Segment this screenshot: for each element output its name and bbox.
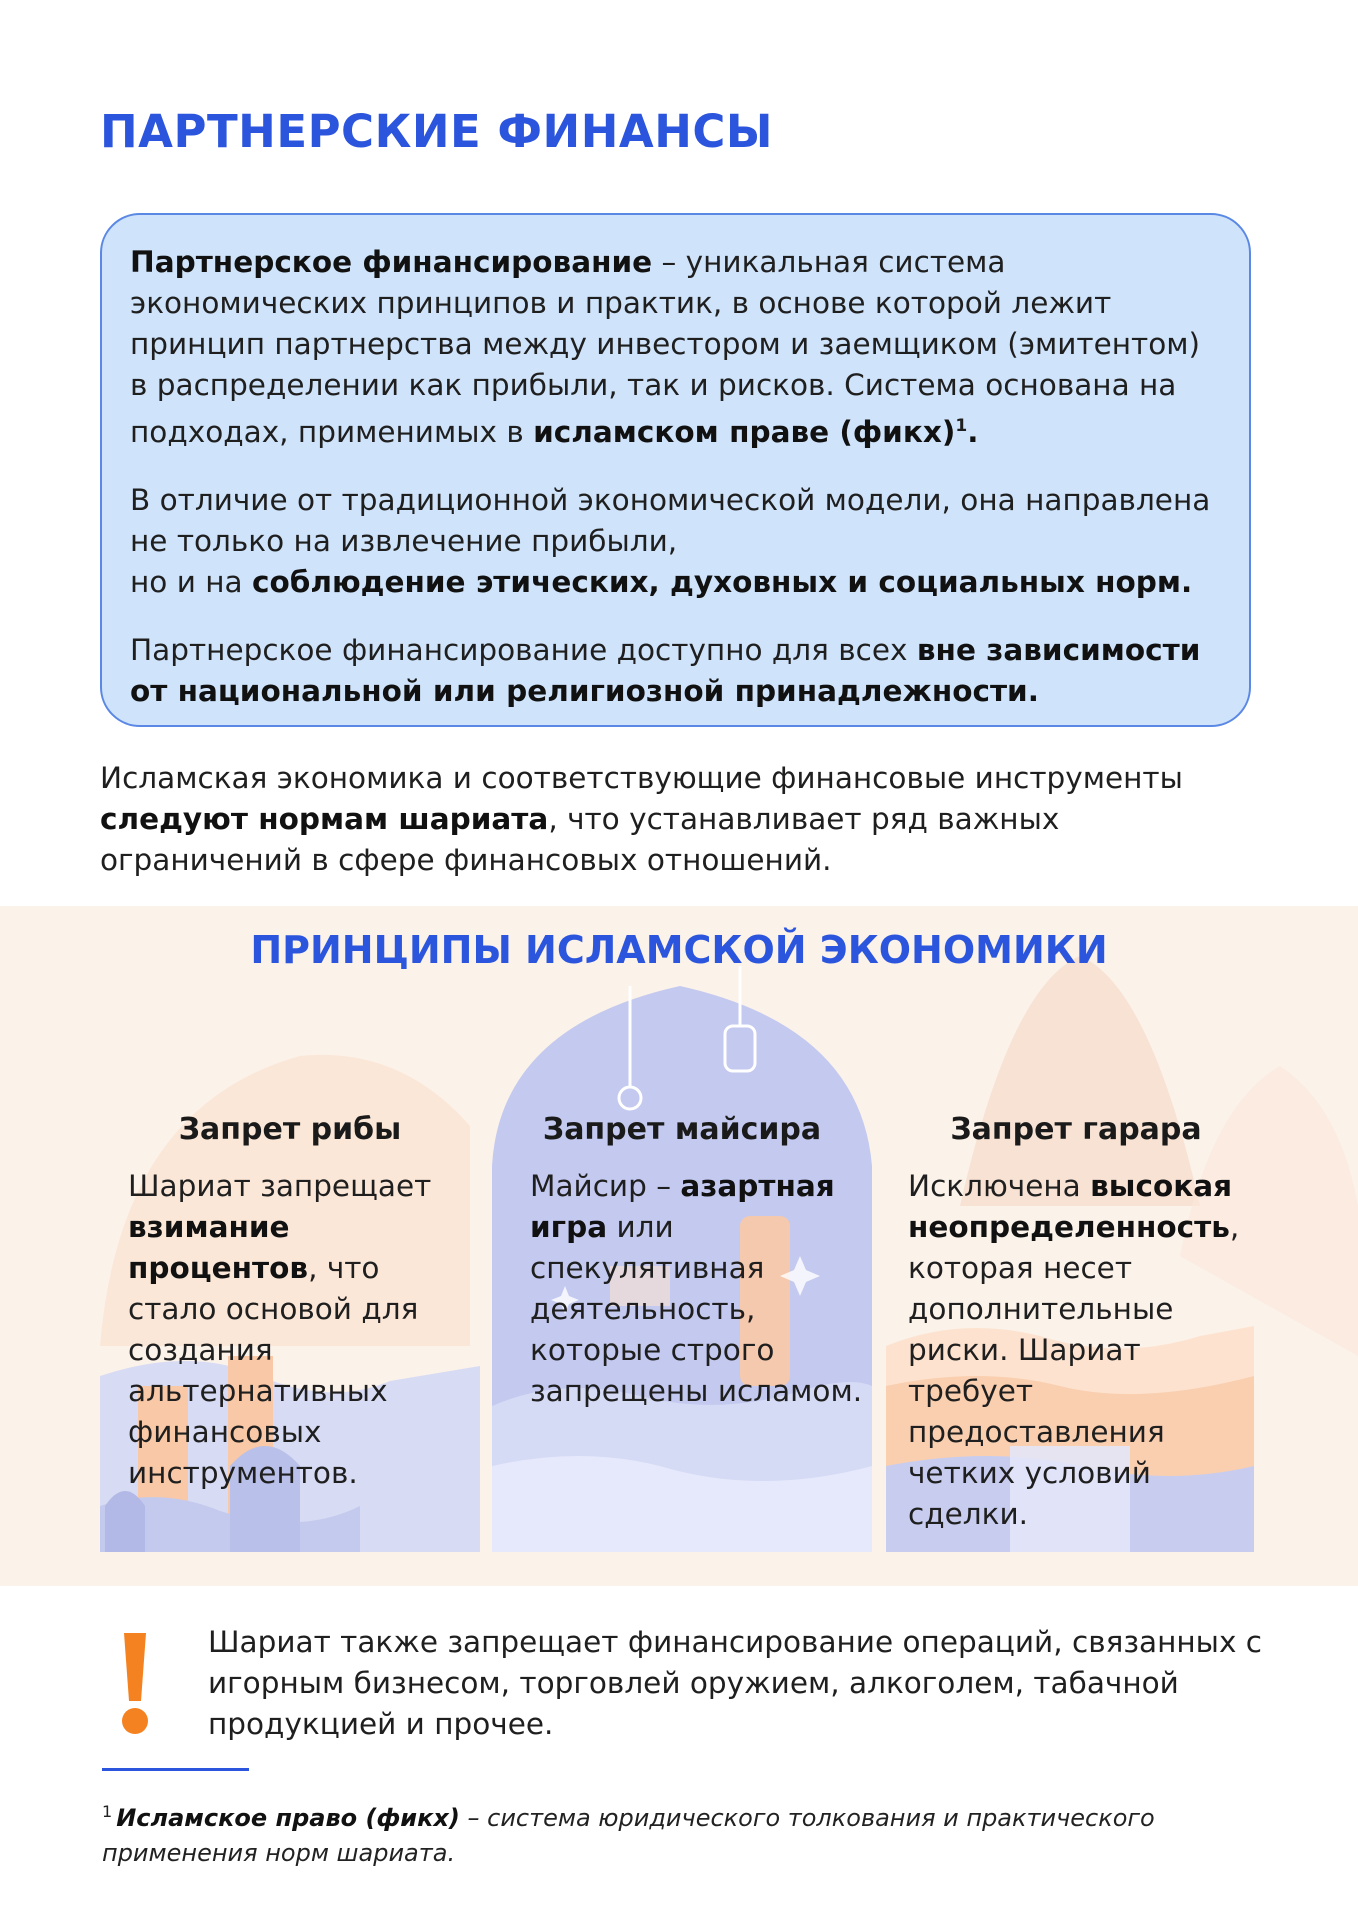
card-title: Запрет рибы: [178, 1112, 402, 1147]
page-title: ПАРТНЕРСКИЕ ФИНАНСЫ: [100, 105, 774, 158]
ethics-paragraph: В отличие от традиционной экономической модели, она направлена не только на извлечение прибыли, но и на соблюдение этических, духовных и социальных норм.: [130, 482, 1211, 599]
footnote-divider: [102, 1768, 249, 1771]
intro-paragraph: Исламская экономика и соответствующие финансовые инструменты следуют нормам шариата, что устанавливает ряд важных ограничений в сфере финансовых отношений.: [100, 761, 1183, 877]
card-text: Исключена высокая неопределенность, которая несет дополнительные риски. Шариат требует предоставления четких условий сделки.: [908, 1169, 1240, 1531]
footnote: $^1$ Исламское право (фикх) – система юридического толкования и практического применения норм шариата.: [102, 1802, 1155, 1867]
card-title: Запрет гарара: [950, 1112, 1202, 1147]
warning-note: Шариат также запрещает финансирование операций, связанных с игорным бизнесом, торговлей оружием, алкоголем, табачной продукцией и прочее.: [208, 1625, 1263, 1741]
warning-icon: [120, 1633, 150, 1735]
definition-box: [100, 213, 1251, 727]
principles-section: [0, 906, 1358, 1586]
principles-title: ПРИНЦИПЫ ИСЛАМСКОЙ ЭКОНОМИКИ: [250, 928, 1108, 972]
availability-paragraph: Партнерское финансирование доступно для всех вне зависимости от национальной или религиозной принадлежности.: [130, 632, 1201, 708]
footnote-ref: 1: [955, 416, 968, 436]
card-title: Запрет майсира: [542, 1112, 822, 1147]
card-text: Майсир – азартная игра или спекулятивная деятельность, которые строго запрещены исламом.: [530, 1169, 863, 1408]
definition-paragraph: Партнерское финансирование – уникальная система экономических принципов и практик, в основе которой лежит принцип партнерства между инвестором и заемщиком (эмитентом) в распределении как прибыли, так и рисков. Система основана на подходах, применимых в исламском праве (фикх)$^1$.: [130, 245, 1201, 449]
card-text: Шариат запрещает взимание процентов, что стало основой для создания альтернативных финансовых инструментов.: [128, 1169, 432, 1490]
